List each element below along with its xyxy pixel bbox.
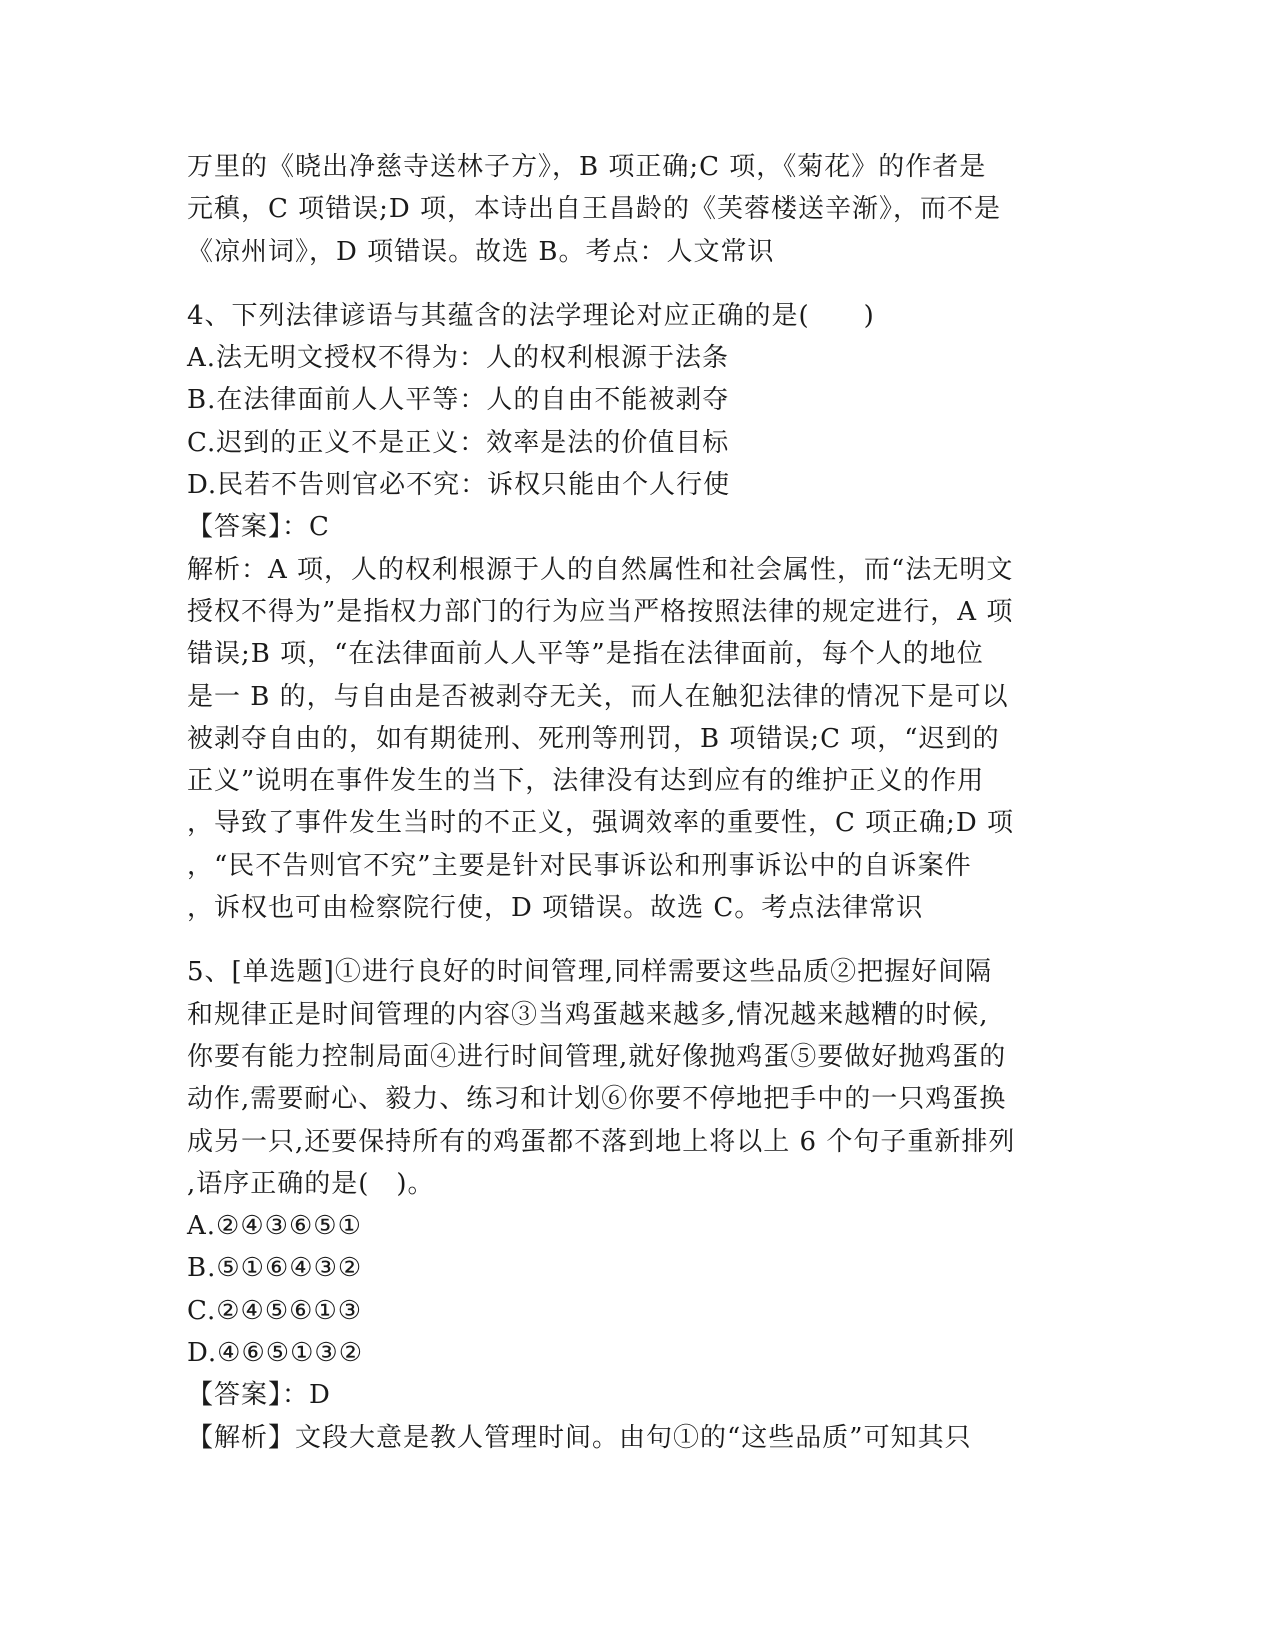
text-line: 是一 B 的，与自由是否被剥夺无关，而人在触犯法律的情况下是可以 [187,681,1009,712]
text-line: ，导致了事件发生当时的不正义，强调效率的重要性，C 项正确;D 项 [187,808,1015,839]
text-line: ，“民不告则官不究”主要是针对民事诉讼和刑事诉讼中的自诉案件 [187,850,972,881]
text-line: 授权不得为”是指权力部门的行为应当严格按照法律的规定进行，A 项 [187,596,1014,627]
text-line: 成另一只,还要保持所有的鸡蛋都不落到地上将以上 6 个句子重新排列 [187,1126,1016,1157]
question-4-option-c: C.迟到的正义不是正义：效率是法的价值目标 [187,427,730,458]
question-4-option-b: B.在法律面前人人平等：人的自由不能被剥夺 [187,385,730,416]
question-5-stem [187,951,1087,1205]
question-4-option-d: D.民若不告则官必不究：诉权只能由个人行使 [187,470,731,501]
text-line: 动作,需要耐心、毅力、练习和计划⑥你要不停地把手中的一只鸡蛋换 [187,1084,1007,1115]
text-line: 解析：A 项，人的权利根源于人的自然属性和社会属性，而“法无明文 [187,554,1014,585]
text-line: 错误;B 项，“在法律面前人人平等”是指在法律面前，每个人的地位 [187,639,984,670]
question-5-answer: 【答案】：D [187,1380,331,1411]
text-line: 和规律正是时间管理的内容③当鸡蛋越来越多,情况越来越糟的时候, [187,999,989,1030]
question-5-analysis: 【解析】文段大意是教人管理时间。由句①的“这些品质”可知其只 [187,1422,972,1453]
question-4-answer: 【答案】：C [187,512,330,543]
paragraph-gap [187,929,1087,951]
question-4-stem: 4、下列法律谚语与其蕴含的法学理论对应正确的是( ) [187,300,875,331]
q3-analysis-tail [187,146,1087,273]
question-4-analysis [187,549,1087,930]
text-line: ，诉权也可由检察院行使，D 项错误。故选 C。考点法律常识 [187,893,924,924]
text-line: 《凉州词》，D 项错误。故选 B。考点：人文常识 [187,236,775,267]
text-line: ,语序正确的是( )。 [187,1168,435,1199]
text-line: 5、[单选题]①进行良好的时间管理,同样需要这些品质②把握好间隔 [187,957,993,988]
question-4-option-a: A.法无明文授权不得为：人的权利根源于法条 [187,343,730,374]
text-line: 被剥夺自由的，如有期徒刑、死刑等刑罚，B 项错误;C 项，“迟到的 [187,723,1000,754]
text-line: 你要有能力控制局面④进行时间管理,就好像抛鸡蛋⑤要做好抛鸡蛋的 [187,1041,1007,1072]
text-line: 正义”说明在事件发生的当下，法律没有达到应有的维护正义的作用 [187,766,985,797]
paragraph-gap [187,273,1087,295]
question-5-option-c: C.②④⑤⑥①③ [187,1295,363,1326]
question-5 [187,951,1087,1459]
question-5-option-a: A.②④③⑥⑤① [187,1211,362,1242]
question-5-option-b: B.⑤①⑥④③② [187,1253,363,1284]
document-body [187,146,1087,1459]
question-4 [187,295,1087,929]
text-line: 元稹，C 项错误;D 项，本诗出自王昌龄的《芙蓉楼送辛渐》，而不是 [187,194,1002,225]
text-line: 万里的《晓出净慈寺送林子方》，B 项正确;C 项，《菊花》的作者是 [187,152,987,182]
question-5-option-d: D.④⑥⑤①③② [187,1338,364,1369]
